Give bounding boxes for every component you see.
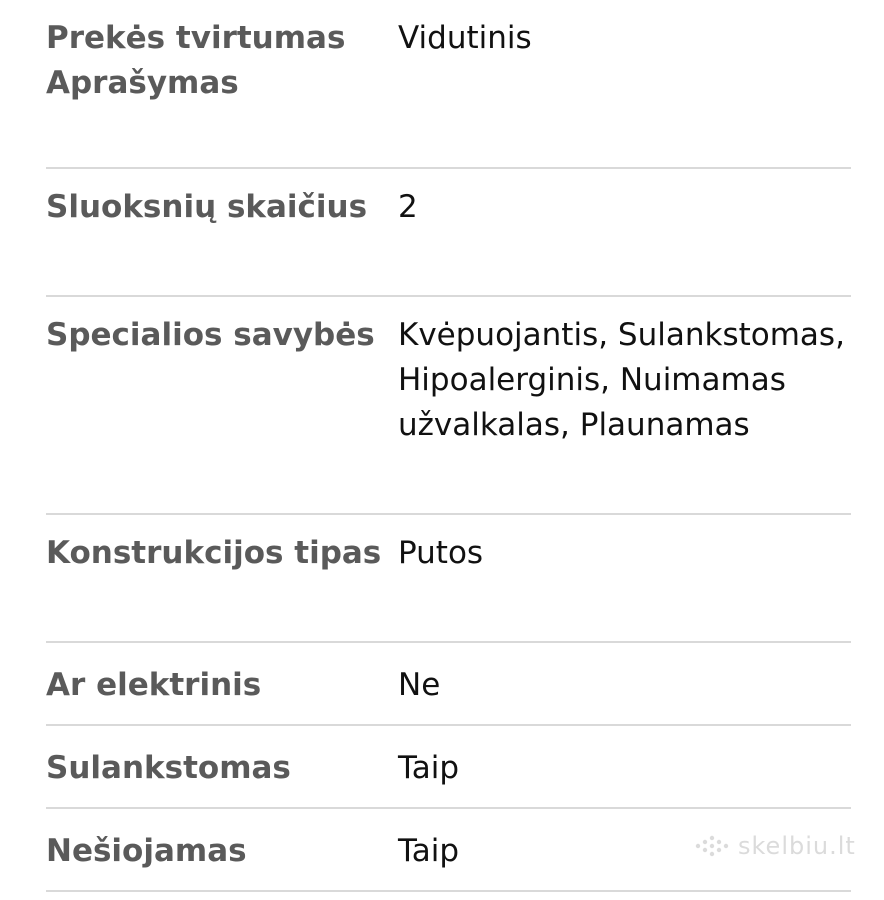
spec-label: Nešiojamas bbox=[46, 833, 247, 869]
spec-value: Taip bbox=[398, 750, 460, 786]
spec-value: Taip bbox=[398, 833, 460, 869]
spec-value: Vidutinis bbox=[398, 20, 532, 56]
spec-row bbox=[46, 169, 851, 297]
spec-label: Prekės tvirtumas Aprašymas bbox=[46, 20, 346, 101]
spec-row bbox=[46, 643, 851, 726]
spec-label: Specialios savybės bbox=[46, 317, 375, 353]
spec-value: Putos bbox=[398, 535, 484, 571]
spec-value: Ne bbox=[398, 667, 441, 703]
dots-logo-icon bbox=[694, 833, 730, 859]
spec-label: Sulankstomas bbox=[46, 750, 291, 786]
spec-row bbox=[46, 0, 851, 169]
product-specs-list bbox=[46, 0, 851, 892]
spec-row bbox=[46, 297, 851, 515]
watermark-text: skelbiu.lt bbox=[738, 832, 856, 860]
spec-value: 2 bbox=[398, 189, 418, 225]
watermark bbox=[694, 832, 856, 860]
spec-label: Ar elektrinis bbox=[46, 667, 262, 703]
spec-value: Kvėpuojantis, Sulankstomas, Hipoalerginis, Nuimamas užvalkalas, Plaunamas bbox=[398, 317, 845, 443]
spec-row bbox=[46, 515, 851, 643]
spec-label: Sluoksnių skaičius bbox=[46, 189, 368, 225]
spec-label: Konstrukcijos tipas bbox=[46, 535, 382, 571]
spec-row bbox=[46, 726, 851, 809]
